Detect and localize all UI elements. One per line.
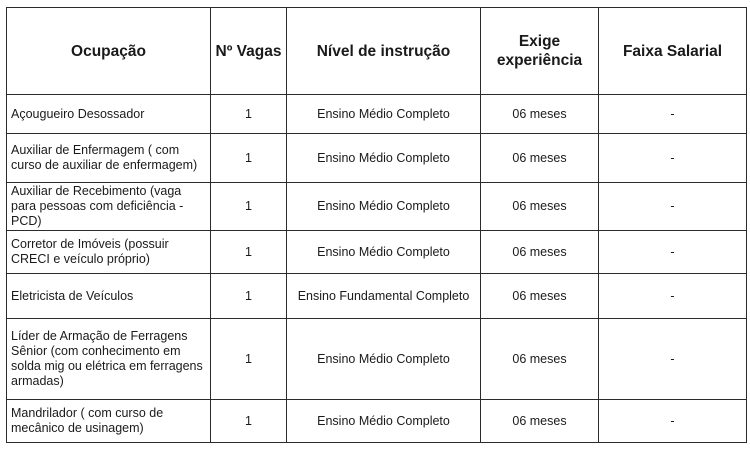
cell-salario: - <box>599 231 747 274</box>
table-row <box>7 274 747 319</box>
cell-salario: - <box>599 95 747 134</box>
header-faixa-salarial: Faixa Salarial <box>599 8 747 95</box>
cell-vagas: 1 <box>211 134 287 183</box>
cell-experiencia: 06 meses <box>481 134 599 183</box>
cell-salario: - <box>599 400 747 443</box>
cell-nivel: Ensino Fundamental Completo <box>287 274 481 319</box>
table-row <box>7 134 747 183</box>
table-header-row <box>7 8 747 95</box>
cell-vagas: 1 <box>211 400 287 443</box>
cell-nivel: Ensino Médio Completo <box>287 231 481 274</box>
header-vagas: Nº Vagas <box>211 8 287 95</box>
cell-ocupacao: Açougueiro Desossador <box>7 95 211 134</box>
cell-salario: - <box>599 319 747 400</box>
cell-experiencia: 06 meses <box>481 400 599 443</box>
cell-nivel: Ensino Médio Completo <box>287 134 481 183</box>
table-row <box>7 231 747 274</box>
table-row <box>7 400 747 443</box>
cell-nivel: Ensino Médio Completo <box>287 95 481 134</box>
cell-vagas: 1 <box>211 95 287 134</box>
cell-experiencia: 06 meses <box>481 183 599 231</box>
header-ocupacao: Ocupação <box>7 8 211 95</box>
cell-ocupacao: Auxiliar de Enfermagem ( com curso de auxiliar de enfermagem) <box>7 134 211 183</box>
cell-ocupacao: Mandrilador ( com curso de mecânico de usinagem) <box>7 400 211 443</box>
table-row <box>7 183 747 231</box>
table-row <box>7 319 747 400</box>
cell-salario: - <box>599 134 747 183</box>
cell-nivel: Ensino Médio Completo <box>287 183 481 231</box>
cell-vagas: 1 <box>211 183 287 231</box>
cell-experiencia: 06 meses <box>481 231 599 274</box>
cell-ocupacao: Corretor de Imóveis (possuir CRECI e veículo próprio) <box>7 231 211 274</box>
cell-vagas: 1 <box>211 274 287 319</box>
job-openings-table <box>6 7 747 443</box>
cell-vagas: 1 <box>211 319 287 400</box>
cell-ocupacao: Eletricista de Veículos <box>7 274 211 319</box>
cell-vagas: 1 <box>211 231 287 274</box>
cell-salario: - <box>599 183 747 231</box>
cell-salario: - <box>599 274 747 319</box>
header-exige-experiencia: Exige experiência <box>481 8 599 95</box>
cell-nivel: Ensino Médio Completo <box>287 400 481 443</box>
cell-experiencia: 06 meses <box>481 319 599 400</box>
cell-ocupacao: Auxiliar de Recebimento (vaga para pessoas com deficiência - PCD) <box>7 183 211 231</box>
cell-ocupacao: Líder de Armação de Ferragens Sênior (com conhecimento em solda mig ou elétrica em ferragens armadas) <box>7 319 211 400</box>
cell-experiencia: 06 meses <box>481 95 599 134</box>
cell-experiencia: 06 meses <box>481 274 599 319</box>
cell-nivel: Ensino Médio Completo <box>287 319 481 400</box>
header-nivel-instrucao: Nível de instrução <box>287 8 481 95</box>
table-row <box>7 95 747 134</box>
